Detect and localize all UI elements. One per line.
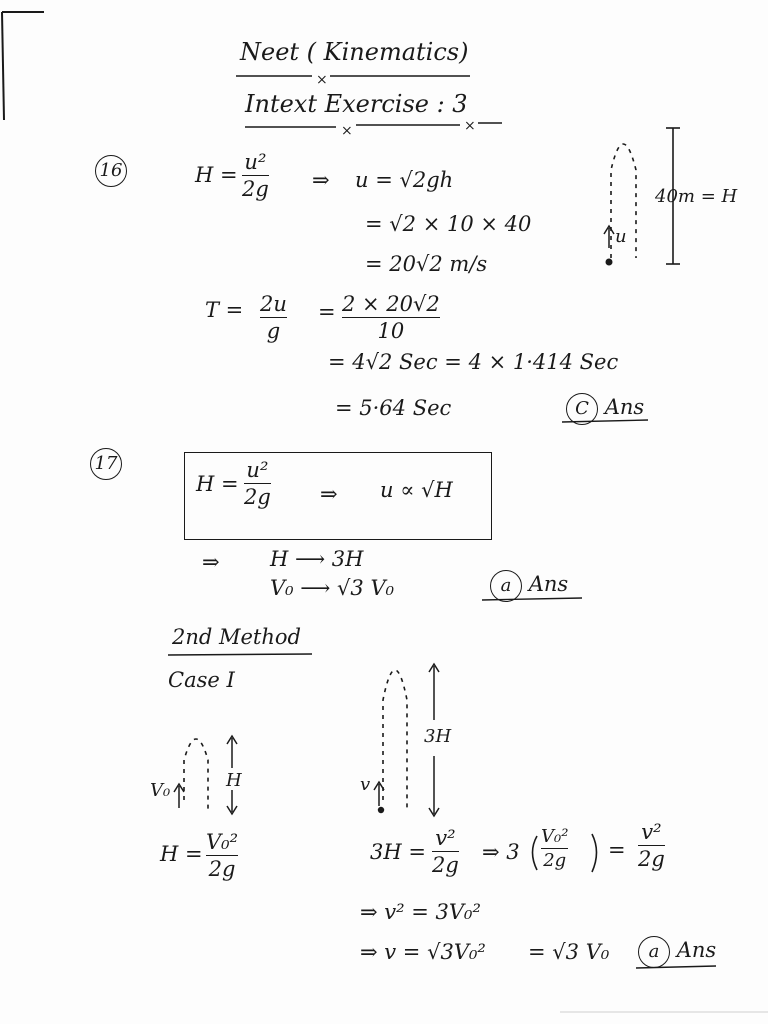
eq1-fraction: V₀² 2g bbox=[206, 830, 239, 881]
q17-row1: H ⟶ 3H bbox=[270, 547, 364, 571]
svg-text:×: × bbox=[464, 118, 476, 134]
fig2-3h-label: 3H bbox=[424, 726, 452, 747]
q17-box-lhs: H = bbox=[196, 472, 239, 496]
eq2-lhs: 3H = bbox=[370, 840, 426, 864]
question-number-17: 17 bbox=[90, 448, 122, 480]
eq2-inner-fraction: V₀² 2g bbox=[541, 826, 569, 871]
question-number-16: 16 bbox=[95, 155, 127, 187]
q16-answer: C Ans bbox=[566, 393, 644, 425]
q16-fig-h-label: 40m = H bbox=[655, 186, 738, 207]
q16-line2: = √2 × 10 × 40 bbox=[365, 212, 532, 236]
q17-answer: a Ans bbox=[490, 570, 568, 602]
q17-box-fraction: u² 2g bbox=[244, 458, 271, 509]
step2-a: ⇒ v = √3V₀² bbox=[360, 940, 486, 964]
eq2-fraction: v² 2g bbox=[432, 826, 459, 877]
q16-line3: = 20√2 m/s bbox=[365, 252, 488, 276]
eq2-right-fraction: v² 2g bbox=[638, 820, 665, 871]
q16-h-fraction: u² 2g bbox=[242, 150, 269, 201]
fig2-v-label: v bbox=[360, 774, 371, 795]
eq2-implies: ⇒ 3 bbox=[482, 840, 520, 864]
q16-u-equation: u = √2gh bbox=[355, 168, 454, 192]
q16-t-lhs: T = bbox=[205, 298, 244, 322]
step2-b: = √3 V₀ bbox=[528, 940, 610, 964]
method-heading: 2nd Method bbox=[172, 625, 301, 649]
answer-option-badge: a bbox=[490, 570, 522, 602]
q17-row2: V₀ ⟶ √3 V₀ bbox=[270, 576, 395, 600]
q17-implies: ⇒ bbox=[202, 550, 220, 574]
q16-h-lhs: H = bbox=[195, 163, 238, 187]
q16-t-line2: = 4√2 Sec = 4 × 1·414 Sec bbox=[328, 350, 619, 374]
method2-answer: a Ans bbox=[638, 936, 716, 968]
q16-t-fraction2: 2 × 20√2 10 bbox=[342, 292, 440, 343]
fig1-v0-label: V₀ bbox=[150, 780, 171, 801]
page-subtitle: Intext Exercise : 3 bbox=[245, 90, 468, 118]
answer-option-badge: a bbox=[638, 936, 670, 968]
q17-box-implies: ⇒ bbox=[320, 482, 338, 506]
q16-t-fraction: 2u g bbox=[260, 292, 287, 343]
step1: ⇒ v² = 3V₀² bbox=[360, 900, 481, 924]
case-label: Case I bbox=[168, 668, 235, 692]
eq2-eq: = bbox=[608, 838, 626, 862]
answer-option-badge: C bbox=[566, 393, 598, 425]
svg-text:×: × bbox=[316, 72, 328, 88]
fig1-h-label: H bbox=[226, 770, 242, 791]
page-title: Neet ( Kinematics) bbox=[240, 38, 469, 66]
svg-text:×: × bbox=[341, 123, 353, 139]
eq1-lhs: H = bbox=[160, 842, 203, 866]
q17-box-rhs: u ∝ √H bbox=[380, 478, 453, 502]
q16-t-eq: = bbox=[318, 300, 336, 324]
q16-t-line3: = 5·64 Sec bbox=[335, 396, 452, 420]
q16-fig-u-label: u bbox=[615, 226, 627, 247]
q16-implies: ⇒ bbox=[312, 168, 330, 192]
